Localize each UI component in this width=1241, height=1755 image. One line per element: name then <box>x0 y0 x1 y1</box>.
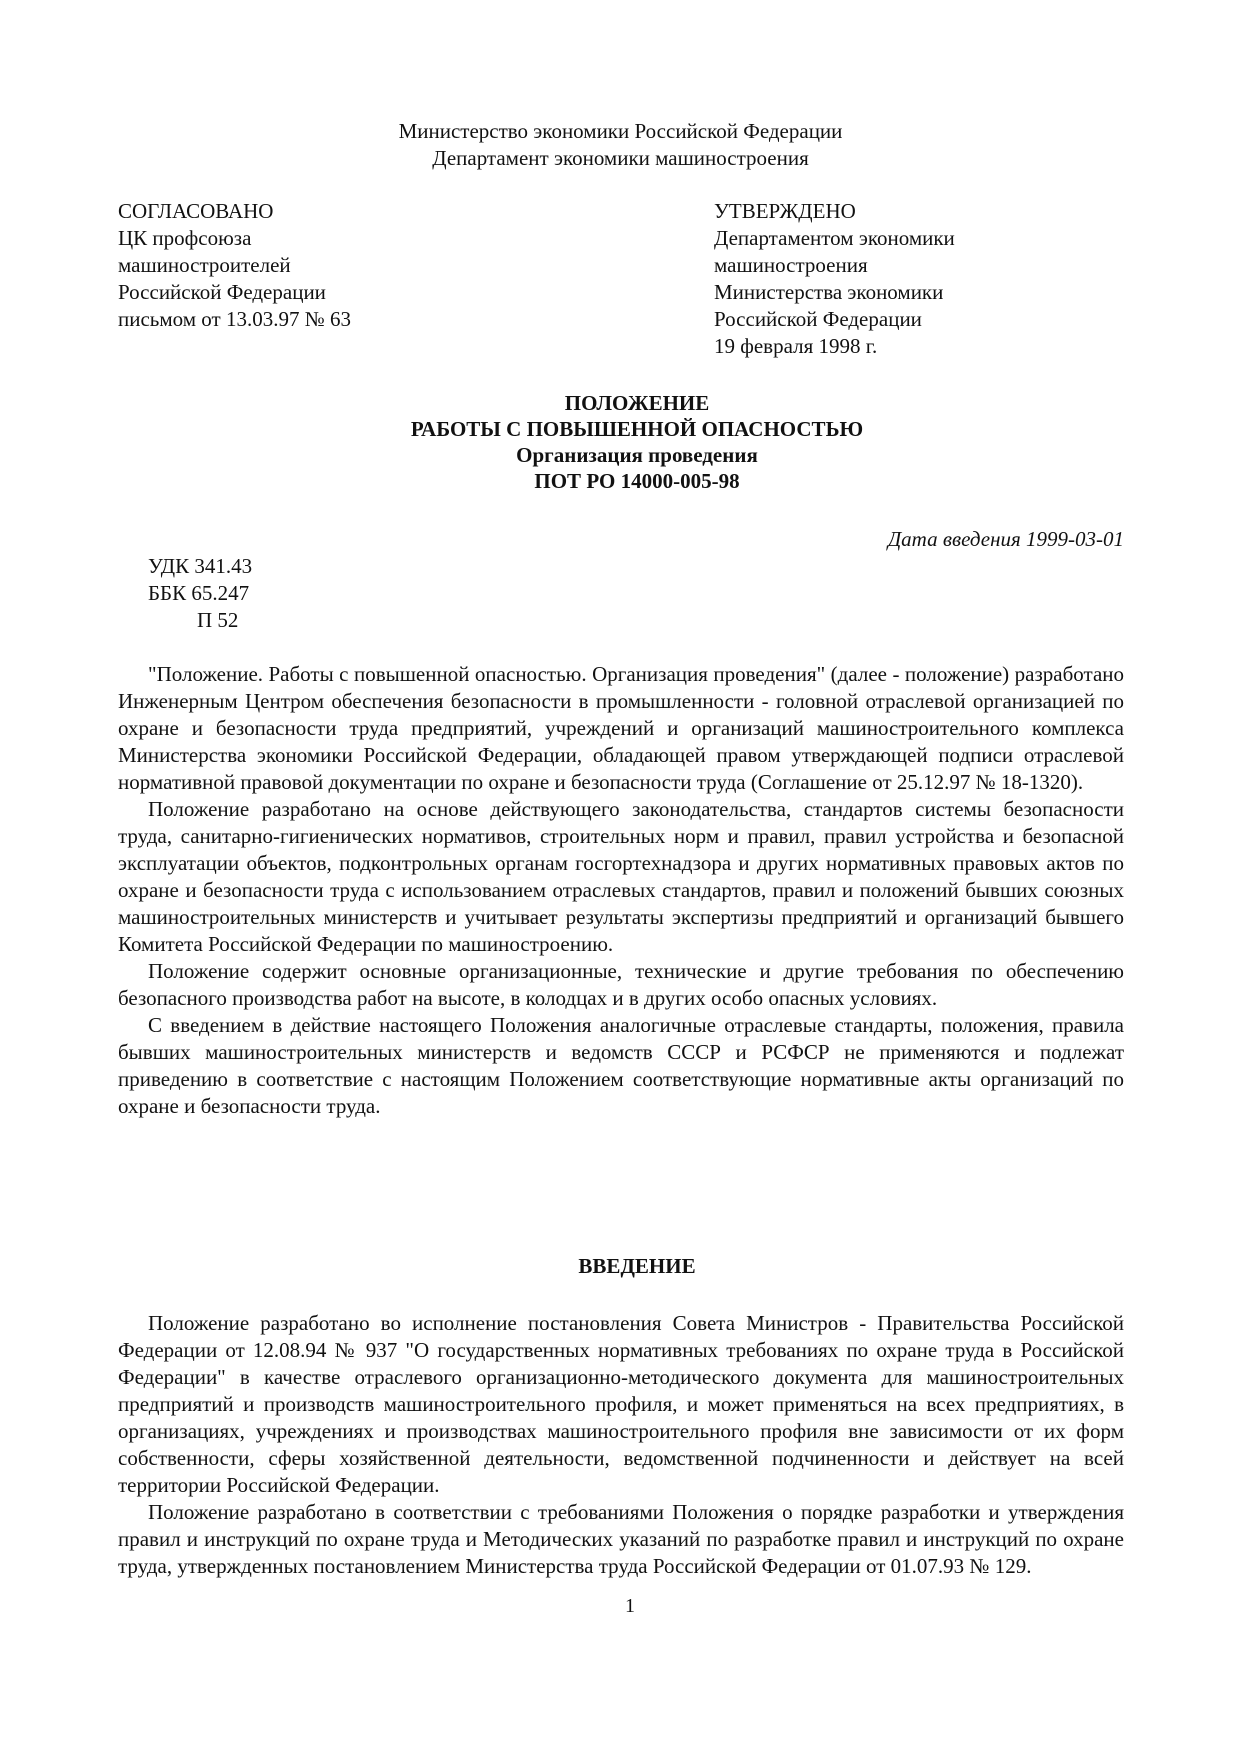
introduction-section <box>118 1310 1124 1580</box>
approved-date: 19 февраля 1998 г. <box>714 334 878 358</box>
preamble-paragraph: Положение разработано на основе действующего законодательства, стандартов системы безопасности труда, санитарно-гигиенических нормативов, строительных норм и правил, правил устройства и безопасной эксплуатации объектов, подконтрольных органам госгортехнадзора и других нормативных правовых актов по охране и безопасности труда с использованием отраслевых стандартов, правил и положений бывших союзных машиностроительных министерств и учитывает результаты экспертизы предприятий и организаций бывшего Комитета Российской Федерации по машиностроению. <box>118 797 1124 956</box>
approved-heading: УТВЕРЖДЕНО <box>714 199 856 223</box>
agreed-line: ЦК профсоюза <box>118 226 252 250</box>
approval-agreed-block <box>118 198 351 333</box>
preamble-paragraph: С введением в действие настоящего Положения аналогичные отраслевые стандарты, положения, правила бывших машиностроительных министерств и ведомств СССР и РСФСР не применяются и подлежат приведению в соответствие с настоящим Положением соответствующие нормативные акты организаций по охране и безопасности труда. <box>118 1013 1124 1118</box>
approved-line: Министерства экономики <box>714 280 944 304</box>
approved-line: машиностроения <box>714 253 868 277</box>
ministry-header <box>0 118 1241 172</box>
introduction-date: Дата введения 1999-03-01 <box>887 527 1124 551</box>
agreed-line: письмом от 13.03.97 № 63 <box>118 307 351 331</box>
title-line: РАБОТЫ С ПОВЫШЕННОЙ ОПАСНОСТЬЮ <box>410 417 864 441</box>
introduction-paragraph: Положение разработано во исполнение постановления Совета Министров - Правительства Российской Федерации от 12.08.94 № 937 "О государственных нормативных требованиях по охране труда в Российской Федерации" в качестве отраслевого организационно-методического документа для машиностроительных предприятий и производств машиностроительного профиля, и может применяться на всех предприятиях, в организациях, учреждениях и производствах машиностроительного профиля вне зависимости от их форм собственности, сферы хозяйственной деятельности, ведомственной подчиненности и действует на всей территории Российской Федерации. <box>118 1311 1124 1497</box>
approved-line: Департаментом экономики <box>714 226 955 250</box>
document-code: ПОТ РО 14000-005-98 <box>534 469 740 493</box>
author-mark: П 52 <box>197 608 239 632</box>
title-line: ПОЛОЖЕНИЕ <box>564 391 710 415</box>
ministry-name: Министерство экономики Российской Федерации <box>398 119 843 143</box>
document-title <box>0 390 1241 494</box>
bbk-code: ББК 65.247 <box>148 581 250 605</box>
preamble-paragraph: "Положение. Работы с повышенной опасностью. Организация проведения" (далее - положение) разработано Инженерным Центром обеспечения безопасности в промышленности - головной отраслевой организацией по охране и безопасности труда предприятий, учреждений и организаций машиностроительного комплекса Министерства экономики Российской Федерации, обладающей правом утверждающей подписи отраслевой нормативной правовой документации по охране и безопасности труда (Соглашение от 25.12.97 № 18-1320). <box>118 662 1124 794</box>
preamble-paragraph: Положение содержит основные организационные, технические и другие требования по обеспечению безопасного производства работ на высоте, в колодцах и в других особо опасных условиях. <box>118 959 1124 1010</box>
introduction-paragraph: Положение разработано в соответствии с требованиями Положения о порядке разработки и утверждения правил и инструкций по охране труда и Методических указаний по разработке правил и инструкций по охране труда, утвержденных постановлением Министерства труда Российской Федерации от 01.07.93 № 129. <box>118 1500 1124 1578</box>
title-line: Организация проведения <box>516 443 758 467</box>
agreed-heading: СОГЛАСОВАНО <box>118 199 274 223</box>
classification-codes <box>148 553 252 634</box>
page-number: 1 <box>625 1595 635 1617</box>
approved-line: Российской Федерации <box>714 307 922 331</box>
agreed-line: машиностроителей <box>118 253 291 277</box>
approval-approved-block <box>714 198 955 360</box>
preamble <box>118 661 1124 1120</box>
udk-code: УДК 341.43 <box>148 554 253 578</box>
department-name: Департамент экономики машиностроения <box>432 146 809 170</box>
agreed-line: Российской Федерации <box>118 280 326 304</box>
section-heading: ВВЕДЕНИЕ <box>578 1254 696 1278</box>
